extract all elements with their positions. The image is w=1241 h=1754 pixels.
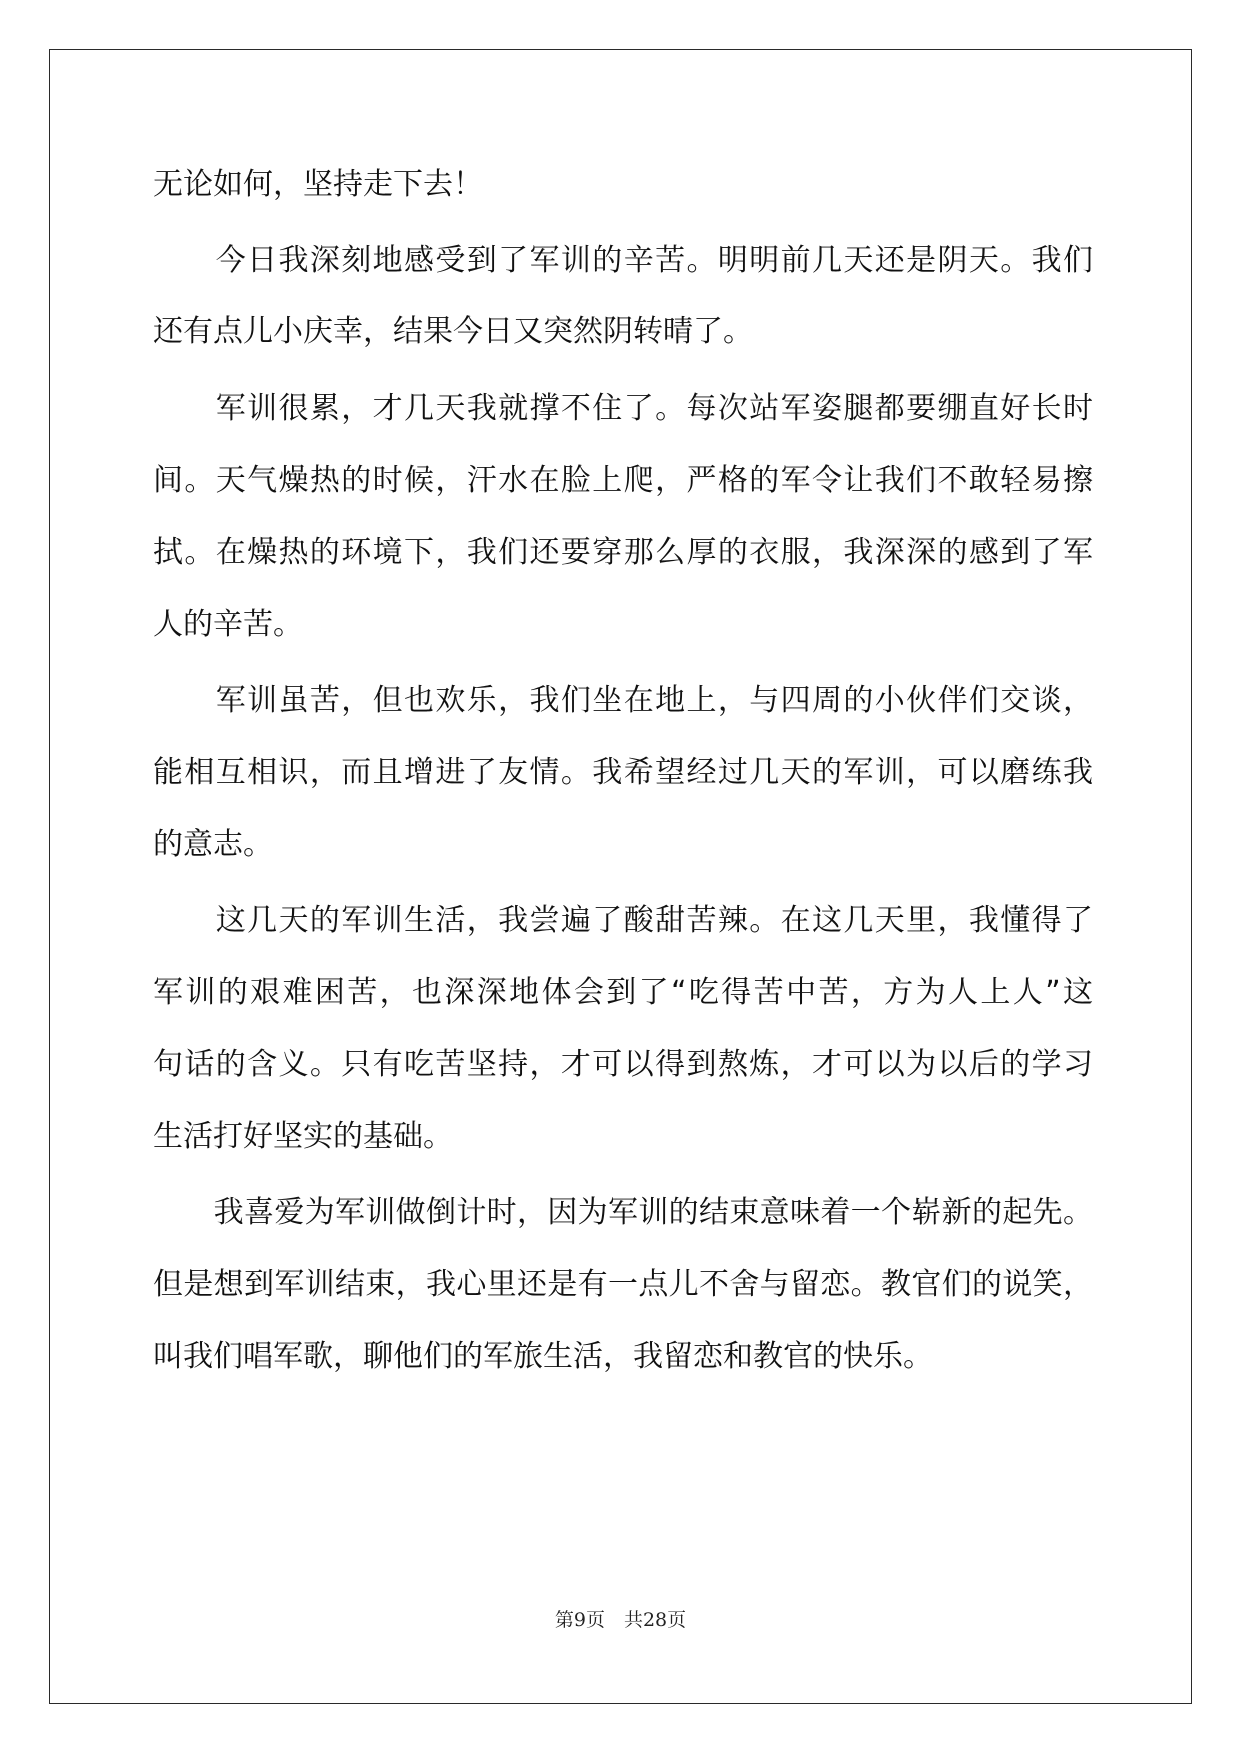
text-line: 我喜爱为军训做倒计时，因为军训的结束意味着一个崭新的起先。 (153, 1195, 1093, 1230)
text-line: 但是想到军训结束，我心里还是有一点儿不舍与留恋。教官们的说笑， (153, 1267, 1093, 1302)
text-line: 无论如何，坚持走下去！ (153, 167, 483, 202)
page-number: 第9页 共28页 (554, 1609, 687, 1631)
text-line: 还有点儿小庆幸，结果今日又突然阴转晴了。 (153, 314, 753, 349)
page-border (49, 49, 1192, 1704)
text-line: 句话的含义。只有吃苦坚持，才可以得到熬炼，才可以为以后的学习 (153, 1047, 1093, 1082)
text-line: 间。天气燥热的时候，汗水在脸上爬，严格的军令让我们不敢轻易擦 (153, 463, 1093, 498)
text-line: 军训虽苦，但也欢乐，我们坐在地上，与四周的小伙伴们交谈， (153, 683, 1093, 718)
text-line: 军训很累，才几天我就撑不住了。每次站军姿腿都要绷直好长时 (153, 391, 1093, 426)
text-line: 今日我深刻地感受到了军训的辛苦。明明前几天还是阴天。我们 (153, 243, 1093, 278)
text-line: 叫我们唱军歌，聊他们的军旅生活，我留恋和教官的快乐。 (153, 1339, 933, 1374)
text-line: 这几天的军训生活，我尝遍了酸甜苦辣。在这几天里，我懂得了 (153, 903, 1093, 938)
text-line: 军训的艰难困苦，也深深地体会到了“吃得苦中苦，方为人上人”这 (153, 975, 1093, 1010)
text-line: 拭。在燥热的环境下，我们还要穿那么厚的衣服，我深深的感到了军 (153, 535, 1093, 570)
text-line: 生活打好坚实的基础。 (153, 1119, 453, 1154)
text-line: 人的辛苦。 (153, 607, 303, 642)
text-line: 能相互相识，而且增进了友情。我希望经过几天的军训，可以磨练我 (153, 755, 1093, 790)
text-line: 的意志。 (153, 827, 273, 862)
